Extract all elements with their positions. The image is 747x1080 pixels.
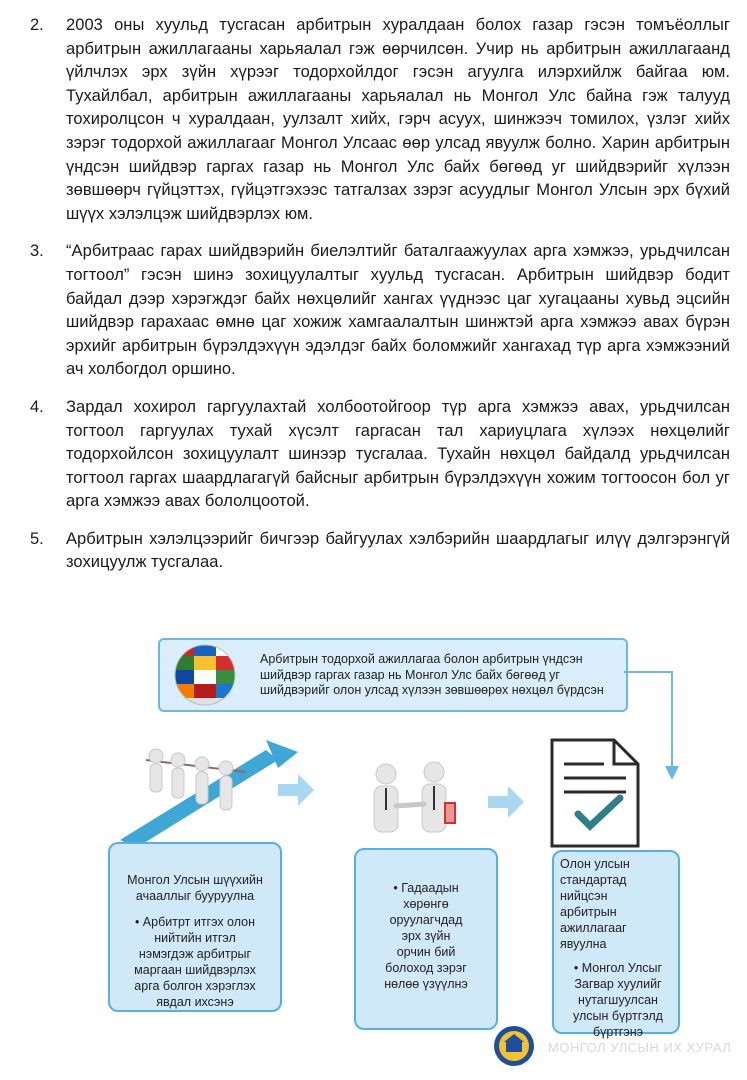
list-item-3 [0, 240, 747, 382]
item-text: Зардал хохирол гаргуулахтай холбоотойгоор түр арга хэмжээ авах, урьдчилсан тогтоол гаргуулах тухай хүсэлт гаргасан тал хариуцлага хүлээх нөхцөлийг тодорхойлсон зохицуулалт шинээр тусгалаа. Тухайн нөхцөл байдалд урьдчилсан тогтоол гаргах шаардлагагүй байсныг арбитрын бүрэлдэхүүн хожим тогтоосон бол уг арга хэмжээ авах бололцоотой. [66, 397, 730, 511]
item-number: 4. [30, 397, 44, 416]
list-item-5 [0, 528, 747, 575]
item-text: 2003 оны хуульд тусгасан арбитрын хуралдаан болох газар гэсэн томъёоллыг арбитрын ажиллагааны харьяалал гэж өөрчилсөн. Учир нь арбитрын ажиллагаанд үйлчлэх эрх зүйн хүрээг тодорхойлдог гэсэн агуулга илэрхийлж байгаа юм. Тухайлбал, арбитрын ажиллагааны харьяалал нь Монгол Улс байна гэж талууд тохиролцсон ч хуралдаан, уулзалт хийх, гэрч асуух, шинжээч томилох, үзлэг хийх зэрэг тодорхой ажиллагааг Монгол Улсаас өөр улсад явуулж болно. Харин арбитрын үндсэн шийдвэр гаргах газар нь Монгол Улс байх бөгөөд уг шийдвэрийг хүлээн зөвшөөрч гүйцэттэх, гүйцэтгэхээс татгалзах зэрэг асуудлыг Монгол Улсын эрх бүхий шүүх хэлэлцэж шийдвэрлэх юм. [66, 16, 730, 223]
info-box-standards [552, 850, 680, 1039]
info-box-investors [354, 848, 498, 1030]
box1-bullet: • Арбитрт итгэх олон нийтийн итгэл нэмэгдэж арбитрыг маргаан шийдвэрлэх арга болгон хэрэглэх явдал ихсэнэ [134, 915, 256, 1009]
handshake-people-image [352, 758, 472, 858]
parliament-emblem-logo [492, 1024, 536, 1068]
box1-heading: Монгол Улсын шүүхийн ачааллыг бууруулна [127, 873, 263, 903]
list-item-2 [0, 14, 747, 226]
list-item-4 [0, 396, 747, 514]
item-number: 2. [30, 16, 44, 34]
item-text: “Арбитраас гарах шийдвэрийн биелэлтийг баталгаажуулах арга хэмжээ, урьдчилсан тогтоол” гэсэн шинэ зохицуулалтыг хуульд тусгасан. Арбитрын шийдвэр бодит байдал дээр хэрэгждэг байх нөхцөлийг хангах үүднээс цаг хугацааны хувьд эцсийн шийдвэр гарахаас өмнө цаг хожиж хамгаалалтын шинжтэй арга хэмжээ авах бүрэн эрхийг арбитрын бүрэлдэхүүн эдэлдэг байх боломжийг хангахад түр арга хэмжээний ач холбогдол оршино. [66, 242, 730, 379]
numbered-list [0, 14, 747, 589]
globe-flags-icon [172, 642, 238, 708]
box2-bullet: • Гадаадын хөрөнгө оруулагчдад эрх зүйн орчин бий болоход зэрэг нөлөө үзүүлнэ [384, 881, 468, 991]
right-arrow-icon [486, 782, 526, 822]
banner-text: Арбитрын тодорхой ажиллагаа болон арбитрын үндсэн шийдвэр гаргах газар нь Монгол Улс байх бөгөөд уг шийдвэрийг олон улсад хүлээн зөвшөөрөх нөхцөл бүрдсэн [260, 652, 604, 697]
info-box-court-load [108, 842, 282, 1012]
banner-box [158, 638, 628, 712]
infographic [96, 630, 696, 1040]
footer-watermark-text: МОНГОЛ УЛСЫН ИХ ХУРАЛ [548, 1040, 732, 1055]
item-number: 5. [30, 529, 44, 548]
box3-heading: Олон улсын стандартад нийцсэн арбитрын ажиллагааг явуулна [560, 857, 630, 951]
item-number: 3. [30, 242, 44, 261]
box3-bullet: • Монгол Улсыг Загвар хуулийг нутагшуулсан улсын бүртгэлд бүртгэнэ [573, 961, 663, 1039]
item-text: Арбитрын хэлэлцээрийг бичгээр байгуулах хэлбэрийн шаардлагыг илүү дэлгэрэнгүй зохицуулж тусгалаа. [66, 529, 730, 572]
document-checkmark-icon [548, 736, 642, 850]
right-arrow-icon [276, 770, 316, 810]
